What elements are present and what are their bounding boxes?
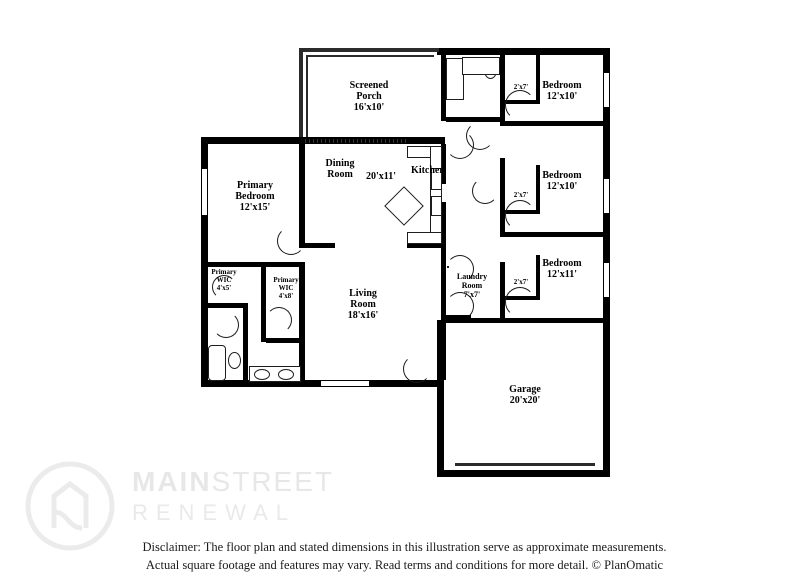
wall-wic-top <box>201 262 305 267</box>
wall-porch-left-inner <box>306 55 308 137</box>
wall-laundry-right <box>500 262 505 280</box>
wall-porch-top <box>299 48 439 52</box>
room-label-primary-bedroom: Primary Bedroom 12'x15' <box>235 180 275 214</box>
kitchen-counter-right <box>430 146 442 244</box>
wall-wic2-bottom <box>266 338 305 343</box>
door-swing-primary-bath <box>213 312 239 338</box>
sink-primary-1 <box>254 369 270 380</box>
room-label-screened-porch: Screened Porch 16'x10' <box>349 80 389 114</box>
room-label-closet-c: 2'x7' <box>513 278 529 286</box>
room-label-bedroom-2: Bedroom 12'x10' <box>542 80 582 103</box>
room-label-garage: Garage 20'x20' <box>509 384 541 407</box>
room-label-primary-wic-2: Primary WIC 4'x8' <box>273 276 299 300</box>
door-swing-wic2 <box>266 307 292 333</box>
room-label-laundry-room: Laundry Room 7'x7' <box>456 272 488 299</box>
room-label-living-room: Living Room 18'x16' <box>347 288 379 322</box>
wall-wic-divider <box>261 262 266 342</box>
door-swing-hall-2 <box>472 178 498 204</box>
garage-door <box>455 463 595 466</box>
wall-porch-left <box>299 48 303 143</box>
room-label-closet-b: 2'x7' <box>513 191 529 199</box>
door-swing-primary <box>277 227 305 255</box>
disclaimer-line-1: Disclaimer: The floor plan and stated dimensions in this illustration serve as approximate measurements. <box>142 539 667 554</box>
kitchen-wall-hatch <box>305 139 407 143</box>
wall-porch-top-inner <box>306 55 434 57</box>
kitchen-counter-bottom <box>407 232 442 244</box>
kitchen-sink <box>431 196 442 216</box>
wall-bed2-bottom <box>500 121 610 126</box>
room-label-kitchen: Kitchen <box>411 165 445 176</box>
watermark-brand: MAINSTREET <box>132 466 335 497</box>
room-label-bedroom-4: Bedroom 12'x11' <box>542 258 582 281</box>
door-swing-hall-1 <box>446 131 474 159</box>
watermark-brand-sub: RENEWAL <box>132 500 296 525</box>
wall-bath-divider <box>243 303 248 387</box>
bathtub-primary <box>208 345 226 381</box>
window-bed4 <box>604 262 609 298</box>
wall-dining-bottom <box>305 243 335 248</box>
room-label-primary-wic-1: Primary WIC 4'x5' <box>211 268 237 292</box>
room-label-dining-dim: 20'x11' <box>365 171 396 182</box>
washer <box>447 266 449 268</box>
wall-exterior-top <box>437 48 610 55</box>
room-label-bedroom-3: Bedroom 12'x10' <box>542 170 582 193</box>
sink-primary-2 <box>278 369 294 380</box>
disclaimer <box>0 538 809 574</box>
wall-bed3-bottom <box>500 232 610 237</box>
wall-primary-top <box>201 137 306 144</box>
wall-bath2-bottom <box>446 117 500 122</box>
room-label-dining-room: Dining Room <box>325 158 355 181</box>
disclaimer-line-2: Actual square footage and features may vary. Read terms and conditions for more detail. © PlanOmatic <box>145 557 664 572</box>
kitchen-island <box>384 186 424 226</box>
wall-exterior-bottom-garage <box>437 470 610 477</box>
wall-wic-left-bottom <box>201 303 246 308</box>
door-swing-bed4 <box>505 287 535 317</box>
window-bed3 <box>604 178 609 214</box>
door-swing-bed3 <box>505 200 535 230</box>
window-living <box>320 381 370 386</box>
door-swing-living-front <box>403 355 431 383</box>
toilet-primary <box>228 352 241 369</box>
room-label-closet-a: 2'x7' <box>513 83 529 91</box>
window-primary <box>202 168 207 216</box>
window-bed2 <box>604 72 609 108</box>
vanity-hall-bath <box>462 57 500 75</box>
